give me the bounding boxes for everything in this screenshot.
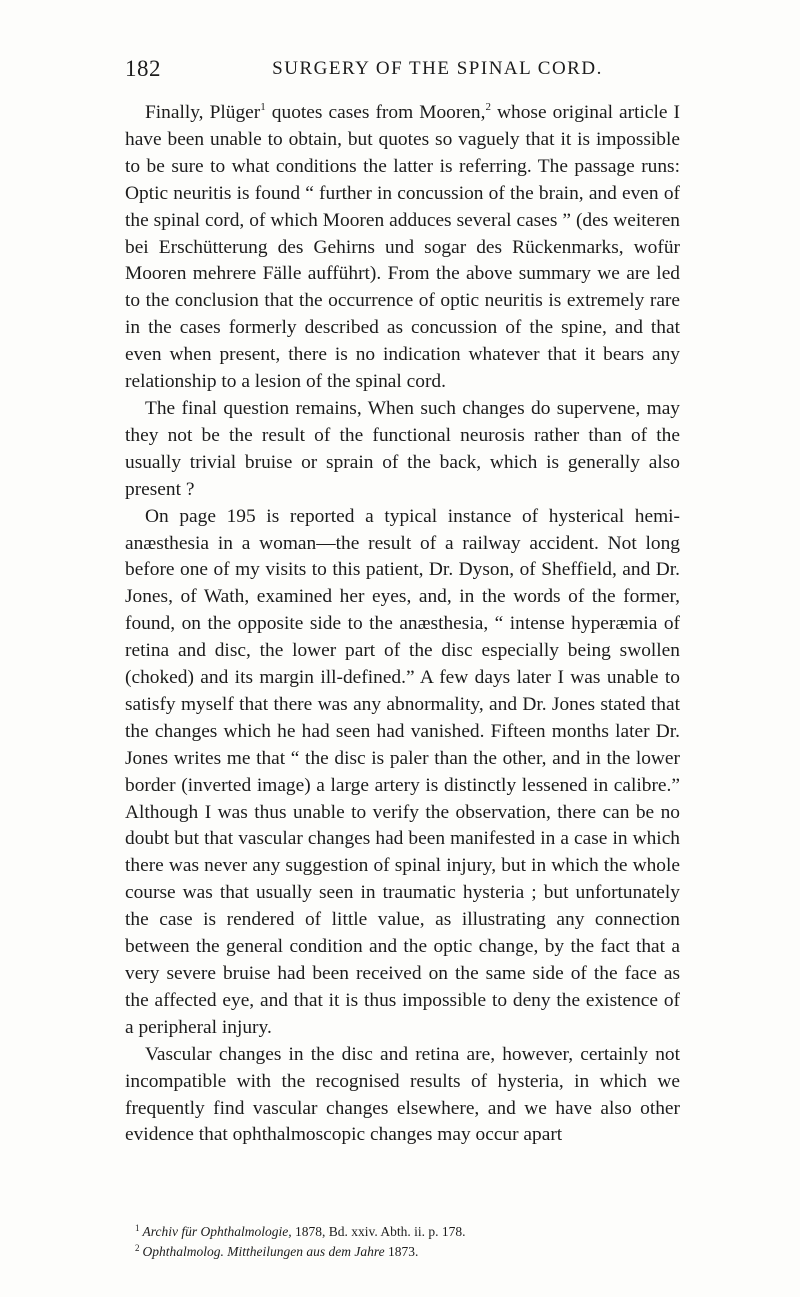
running-head [125, 56, 680, 86]
paragraph: Vascular changes in the disc and retina are, however, certainly not incompatible with the recognised results of hysteria, in which we frequently find vascular changes elsewhere, and we have also other evidence that ophthalmoscopic changes may occur apart [125, 1043, 680, 1146]
footnote-source-detail: 1878, Bd. xxiv. Abth. ii. p. 178. [291, 1224, 466, 1239]
footnote-1 [135, 1220, 680, 1240]
footnote-source-title: Archiv für Ophthalmologie, [142, 1224, 292, 1239]
paragraph [125, 100, 680, 396]
page-number: 182 [125, 56, 161, 81]
footnote-2 [135, 1240, 680, 1260]
footnote-source-detail: 1873. [384, 1244, 419, 1259]
paragraph-text: quotes cases from Mooren, [265, 102, 486, 123]
paragraph: The final question remains, When such changes do supervene, may they not be the result of the functional neurosis rather than of the usually trivial bruise or sprain of the back, which is generally also present ? [125, 397, 680, 500]
footnote-marker: 2 [135, 1243, 140, 1253]
footnote-source-title: Ophthalmolog. Mittheilungen aus dem Jahre [142, 1244, 385, 1259]
body-text [125, 100, 680, 1149]
running-title: SURGERY OF THE SPINAL CORD. [272, 58, 603, 79]
paragraph-text: Finally, Plüger [145, 102, 261, 123]
footnote-marker: 1 [135, 1223, 140, 1233]
footnote-ref-2: 2 [485, 101, 491, 113]
footnotes [135, 1220, 680, 1260]
paragraph: On page 195 is reported a typical instance of hysterical hemi-anæsthesia in a woman—the result of a railway accident. Not long before one of my visits to this patient, Dr. Dyson, of Sheffield, and Dr. Jones, of Wath, examined her eyes, and, in the words of the former, found, on the opposite side to the anæsthesia, “ intense hyperæmia of retina and disc, the lower part of the disc especially being swollen (choked) and its margin ill-defined.” A few days later I was unable to satisfy myself that there was any abnormality, and Dr. Jones stated that the changes which he had seen had vanished. Fifteen months later Dr. Jones writes me that “ the disc is paler than the other, and in the lower border (inverted image) a large artery is distinctly lessened in calibre.” Although I was thus unable to verify the observation, there can be no doubt but that vascular changes had been manifested in a case in which there was never any suggestion of spinal injury, but in which the whole course was that usually seen in traumatic hysteria ; but unfortunately the case is rendered of little value, as illustrating any connection between the general condition and the optic change, by the fact that a very severe bruise had been received on the same side of the face as the affected eye, and that it is thus impossible to deny the existence of a peripheral injury. [125, 505, 680, 1038]
footnote-ref-1: 1 [260, 101, 266, 113]
paragraph-text: whose original article I have been unable to obtain, but quotes so vaguely that it is impossible to be sure to what conditions the latter is referring. The passage runs: Optic neuritis is found “ further in concussion of the brain, and even of the spinal cord, of which Mooren adduces several cases ” (des weiteren bei Erschütterung des Gehirns und sogar des Rückenmarks, wofür Mooren mehrere Fälle aufführt). From the above summary we are led to the conclusion that the occurrence of optic neuritis is extremely rare in the cases formerly described as concussion of the spine, and that even when present, there is no indication whatever that it bears any relationship to a lesion of the spinal cord. [125, 102, 680, 393]
